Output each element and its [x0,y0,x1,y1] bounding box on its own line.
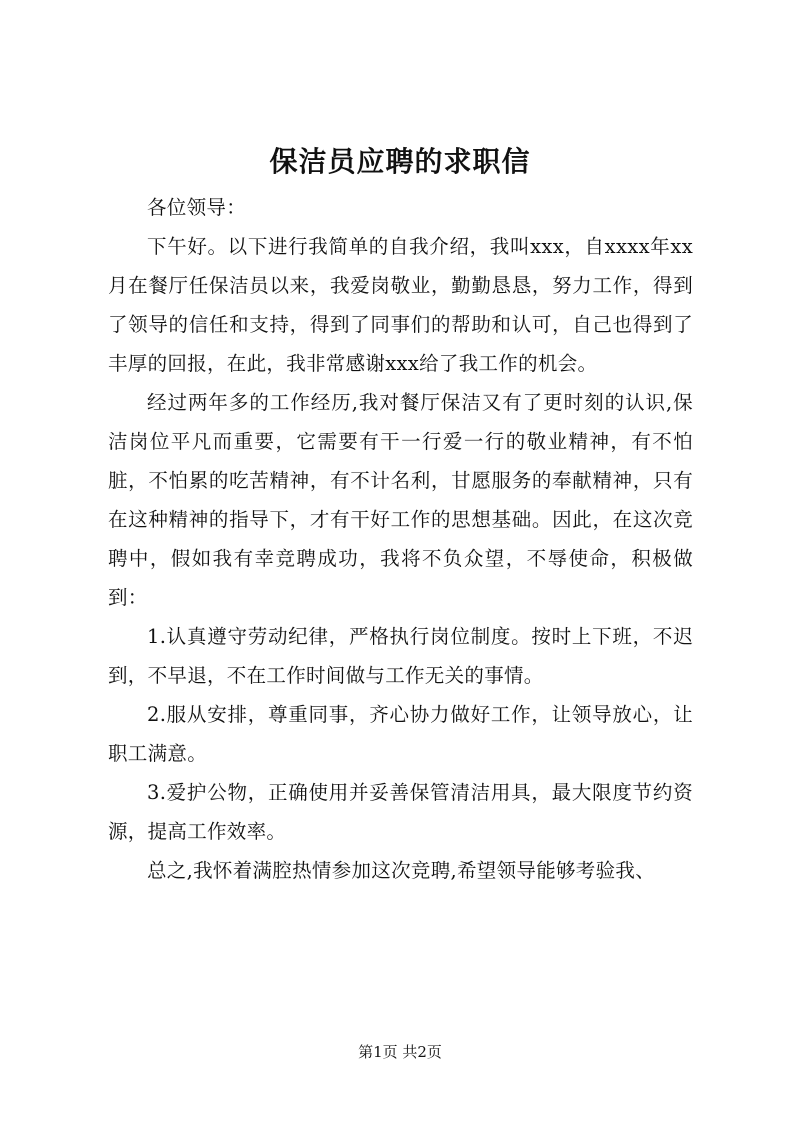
closing-paragraph: 总之,我怀着满腔热情参加这次竞聘,希望领导能够考验我、 [147,859,655,882]
commitment-item-3: 3.爱护公物，正确使用并妥善保管清洁用具，最大限度节约资源，提高工作效率。 [108,781,693,843]
page-title: 保洁员应聘的求职信 [269,145,531,178]
commitment-item-1: 1.认真遵守劳动纪律，严格执行岗位制度。按时上下班，不迟到，不早退，不在工作时间做与工作无关的事情。 [108,625,693,687]
introduction-paragraph: 下午好。以下进行我简单的自我介绍，我叫xxx，自xxxx年xx月在餐厅任保洁员以来，我爱岗敬业，勤勤恳恳，努力工作，得到了领导的信任和支持，得到了同事们的帮助和认可，自己也得到了丰厚的回报，在此，我非常感谢xxx给了我工作的机会。 [108,235,693,375]
commitment-item-2: 2.服从安排，尊重同事，齐心协力做好工作，让领导放心，让职工满意。 [108,703,693,765]
salutation-paragraph: 各位领导： [147,196,247,219]
letter-body [108,188,693,890]
page-footer: 第1页 共2页 [358,1043,442,1061]
experience-paragraph: 经过两年多的工作经历,我对餐厅保洁又有了更时刻的认识,保洁岗位平凡而重要，它需要有干一行爱一行的敬业精神，有不怕脏，不怕累的吃苦精神，有不计名利，甘愿服务的奉献精神，只有在这种精神的指导下，才有干好工作的思想基础。因此，在这次竞聘中，假如我有幸竞聘成功，我将不负众望，不辱使命，积极做到： [108,391,693,609]
